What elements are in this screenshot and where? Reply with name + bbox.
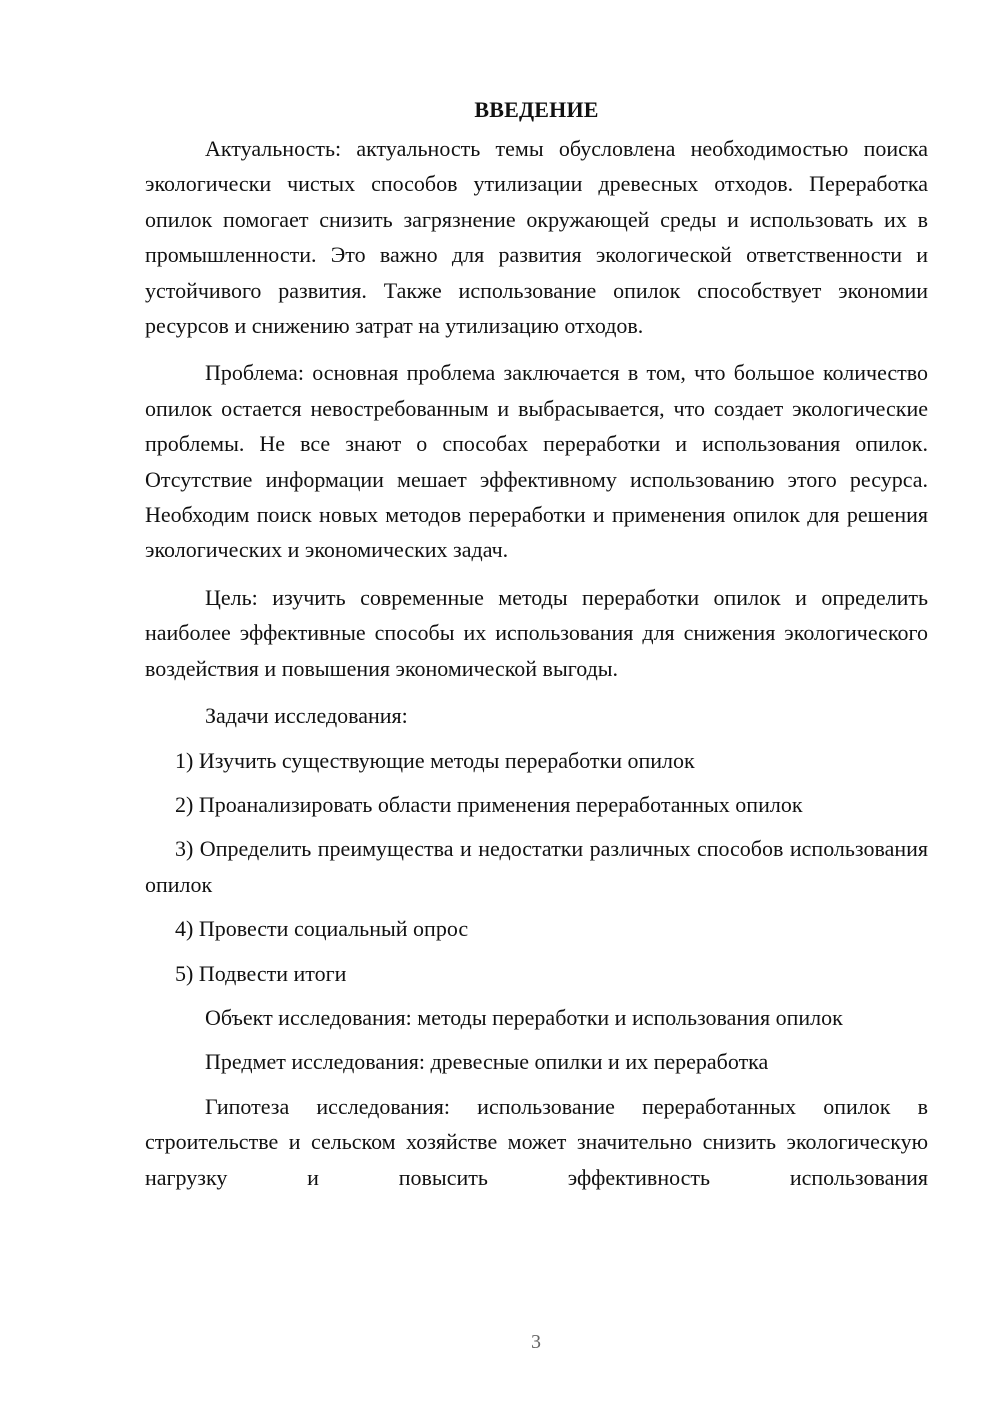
subject-paragraph: Предмет исследования: древесные опилки и их переработка [205, 1049, 769, 1075]
task-item-2: 2) Проанализировать области применения переработанных опилок [175, 791, 803, 817]
task-item-3: 3) Определить преимущества и недостатки различных способов использования опилок [145, 836, 928, 897]
problem-paragraph: Проблема: основная проблема заключается в том, что большое количество опилок остается невостребованным и выбрасывается, что создает экологические проблемы. Не все знают о способах переработки и использования опилок. Отсутствие информации мешает эффективному использованию этого ресурса. Необходим поиск новых методов переработки и применения опилок для решения экологических и экономических задач. [145, 360, 928, 563]
section-heading: ВВЕДЕНИЕ [474, 97, 599, 122]
object-paragraph: Объект исследования: методы переработки и использования опилок [205, 1004, 843, 1030]
hypothesis-paragraph: Гипотеза исследования: использование переработанных опилок в строительстве и сельском хозяйстве может значительно снизить экологическую нагрузку и повысить эффективность использования [145, 1093, 928, 1190]
page-number: 3 [531, 1331, 541, 1353]
tasks-intro: Задачи исследования: [205, 703, 408, 729]
task-item-5: 5) Подвести итоги [175, 960, 347, 986]
task-item-1: 1) Изучить существующие методы переработки опилок [175, 747, 695, 773]
document-body [145, 92, 928, 1195]
goal-paragraph: Цель: изучить современные методы переработки опилок и определить наиболее эффективные способы их использования для снижения экологического воздействия и повышения экономической выгоды. [145, 584, 928, 681]
task-item-4: 4) Провести социальный опрос [175, 916, 469, 942]
relevance-paragraph: Актуальность: актуальность темы обусловлена необходимостью поиска экологически чистых способов утилизации древесных отходов. Переработка опилок помогает снизить загрязнение окружающей среды и использовать их в промышленности. Это важно для развития экологической ответственности и устойчивого развития. Также использование опилок способствует экономии ресурсов и снижению затрат на утилизацию отходов. [145, 136, 928, 339]
